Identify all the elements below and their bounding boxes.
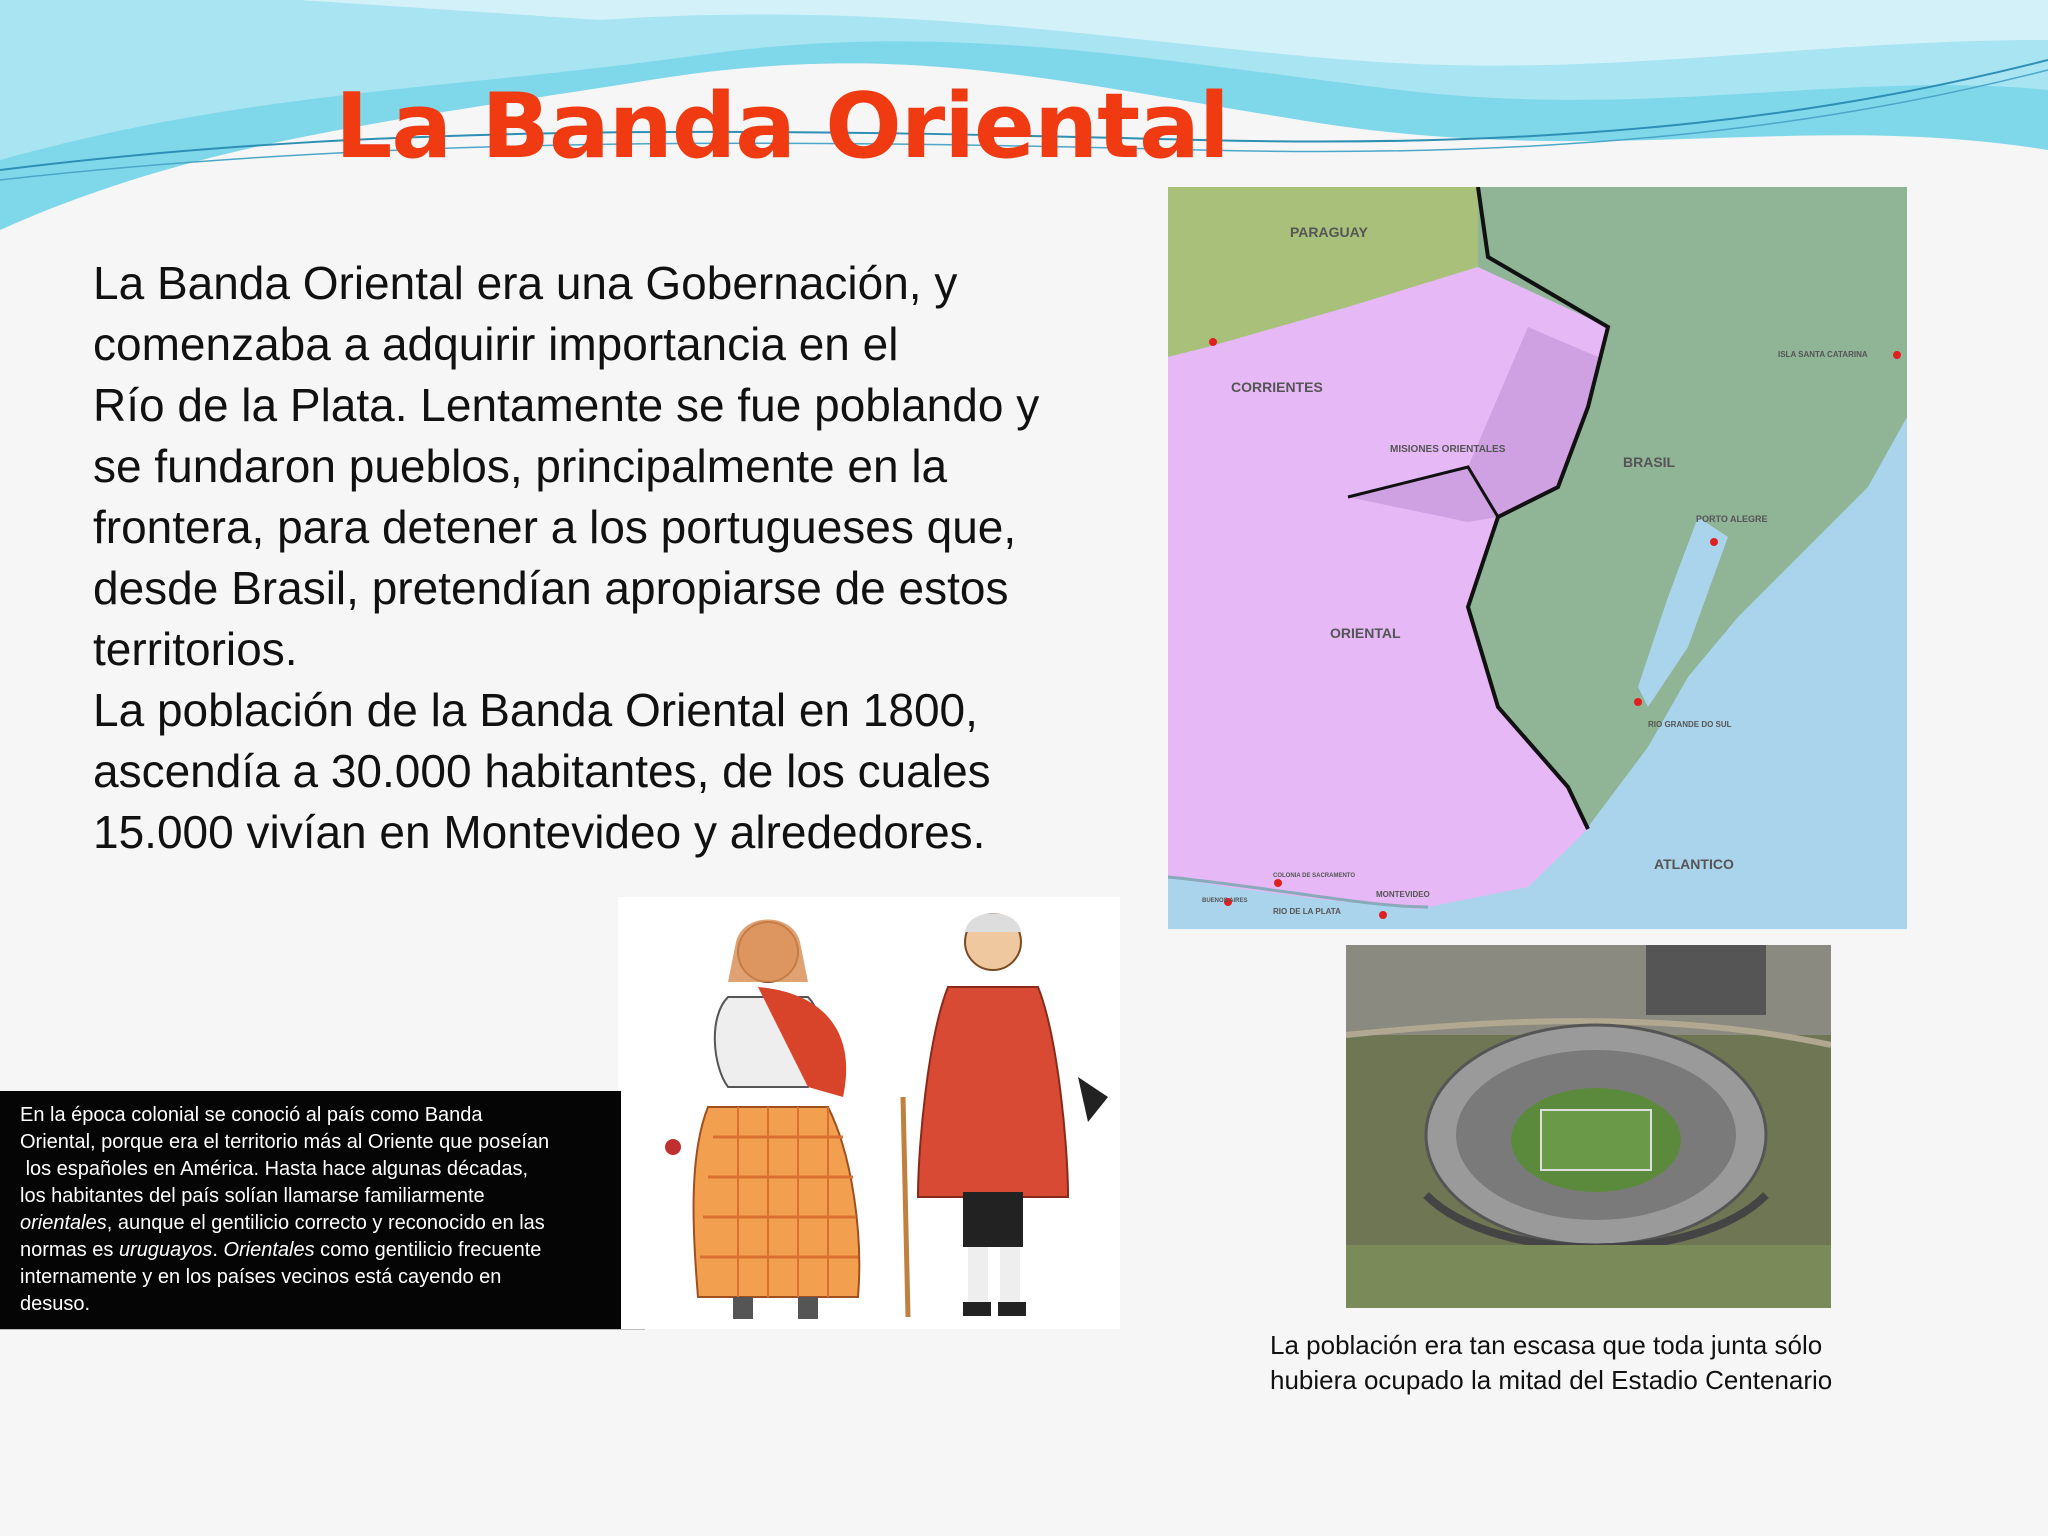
map-label-colonia: COLONIA DE SACRAMENTO [1273,873,1356,879]
map-label-brasil: BRASIL [1623,454,1676,470]
colonial-note-box [0,1091,621,1329]
note-text-4: como gentilicio frecuente internamente y en los países vecinos está cayendo en desuso. [20,1239,542,1315]
map-label-corrientes: CORRIENTES [1231,379,1323,395]
map-label-montevideo: MONTEVIDEO [1376,890,1430,899]
main-body-text [93,253,1183,863]
map-label-porto-alegre: PORTO ALEGRE [1696,514,1768,524]
note-text-2: , aunque el gentilicio correcto y reconocido en las normas es [20,1212,545,1261]
map-label-rio-de-la-plata: RIO DE LA PLATA [1273,907,1341,916]
page-title: La Banda Oriental [335,74,1229,179]
map-label-atlantico: ATLANTICO [1654,856,1734,872]
note-divider [0,1329,645,1330]
map-label-misiones: MISIONES ORIENTALES [1390,444,1506,455]
body-paragraph-1: La Banda Oriental era una Gobernación, y comenzaba a adquirir importancia en el Río de la Plata. Lentamente se fue poblando y se fundaron pueblos, principalmente en la frontera, para detener a los portugueses que, desde Brasil, pretendían apropiarse de estos territorios. [93,257,1040,675]
colonial-couple-illustration [618,897,1120,1329]
stadium-photo [1346,945,1831,1308]
note-text-1: En la época colonial se conoció al país como Banda Oriental, porque era el territorio más al Oriente que poseían los españoles en América. Hasta hace algunas décadas, los habitantes del país solían llamarse familiarmente [20,1104,550,1207]
note-italic-orientales-2: Orientales [223,1239,315,1261]
map-label-isla-santa-catarina: ISLA SANTA CATARINA [1778,350,1868,359]
note-italic-orientales: orientales [20,1212,107,1234]
note-italic-uruguayos: uruguayos [118,1239,213,1261]
stadium-caption: La población era tan escasa que toda junta sólo hubiera ocupado la mitad del Estadio Centenario [1270,1330,1833,1395]
body-paragraph-2: La población de la Banda Oriental en 1800, ascendía a 30.000 habitantes, de los cuales 15.000 vivían en Montevideo y alrededores. [93,684,991,858]
map-label-rio-grande: RIO GRANDE DO SUL [1648,720,1732,729]
map-image [1168,187,1907,929]
map-label-oriental: ORIENTAL [1330,625,1401,641]
map-label-paraguay: PARAGUAY [1290,224,1368,240]
map-label-buenos-aires: BUENOS AIRES [1202,898,1248,904]
note-text-3: . [212,1239,224,1261]
